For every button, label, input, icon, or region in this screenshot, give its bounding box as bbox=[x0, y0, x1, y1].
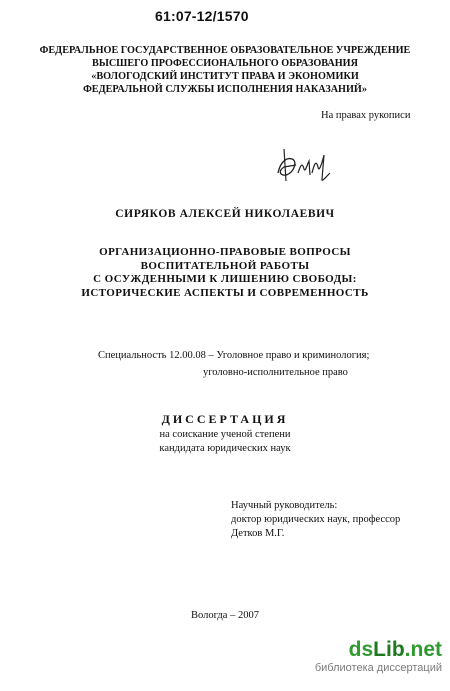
logo-lib: Lib bbox=[373, 638, 405, 661]
degree-block bbox=[0, 428, 450, 456]
degree-line: на соискание ученой степени bbox=[159, 429, 291, 440]
title-line: С ОСУЖДЕННЫМИ К ЛИШЕНИЮ СВОБОДЫ: bbox=[93, 273, 357, 285]
author-name: СИРЯКОВ АЛЕКСЕЙ НИКОЛАЕВИЧ bbox=[115, 208, 335, 220]
dslib-watermark[interactable] bbox=[312, 638, 442, 674]
supervisor-label: Научный руководитель: bbox=[231, 500, 338, 511]
dissertation-title bbox=[0, 246, 450, 300]
institution-line: ВЫСШЕГО ПРОФЕССИОНАЛЬНОГО ОБРАЗОВАНИЯ bbox=[92, 58, 358, 69]
handwritten-signature-icon bbox=[272, 143, 334, 187]
dissertation-heading: ДИССЕРТАЦИЯ bbox=[161, 412, 289, 426]
logo-net: .net bbox=[404, 638, 442, 661]
supervisor-block bbox=[231, 499, 400, 541]
watermark-subtitle: библиотека диссертаций bbox=[314, 662, 442, 674]
specialty-line: Специальность 12.00.08 – Уголовное право и криминология; bbox=[98, 350, 370, 361]
title-line: ИСТОРИЧЕСКИЕ АСПЕКТЫ И СОВРЕМЕННОСТЬ bbox=[81, 286, 369, 299]
institution-line: «ВОЛОГОДСКИЙ ИНСТИТУТ ПРАВА И ЭКОНОМИКИ bbox=[91, 71, 359, 82]
institution-line: ФЕДЕРАЛЬНОЕ ГОСУДАРСТВЕННОЕ ОБРАЗОВАТЕЛЬНОЕ УЧРЕЖДЕНИЕ bbox=[39, 45, 411, 56]
archive-code: 61:07-12/1570 bbox=[155, 8, 249, 24]
city-year: Вологда – 2007 bbox=[191, 610, 259, 621]
dslib-logo bbox=[312, 638, 442, 662]
degree-line: кандидата юридических наук bbox=[159, 443, 291, 454]
institution-block bbox=[0, 44, 450, 96]
supervisor-name: Детков М.Г. bbox=[231, 528, 285, 539]
title-line: ОРГАНИЗАЦИОННО-ПРАВОВЫЕ ВОПРОСЫ bbox=[99, 246, 351, 258]
rights-note: На правах рукописи bbox=[321, 110, 411, 121]
supervisor-degree: доктор юридических наук, профессор bbox=[231, 514, 401, 525]
institution-line: ФЕДЕРАЛЬНОЙ СЛУЖБЫ ИСПОЛНЕНИЯ НАКАЗАНИЙ» bbox=[83, 84, 367, 95]
title-line: ВОСПИТАТЕЛЬНОЙ РАБОТЫ bbox=[140, 259, 310, 272]
specialty-line-continued: уголовно-исполнительное право bbox=[203, 367, 348, 378]
logo-ds: ds bbox=[348, 638, 374, 661]
